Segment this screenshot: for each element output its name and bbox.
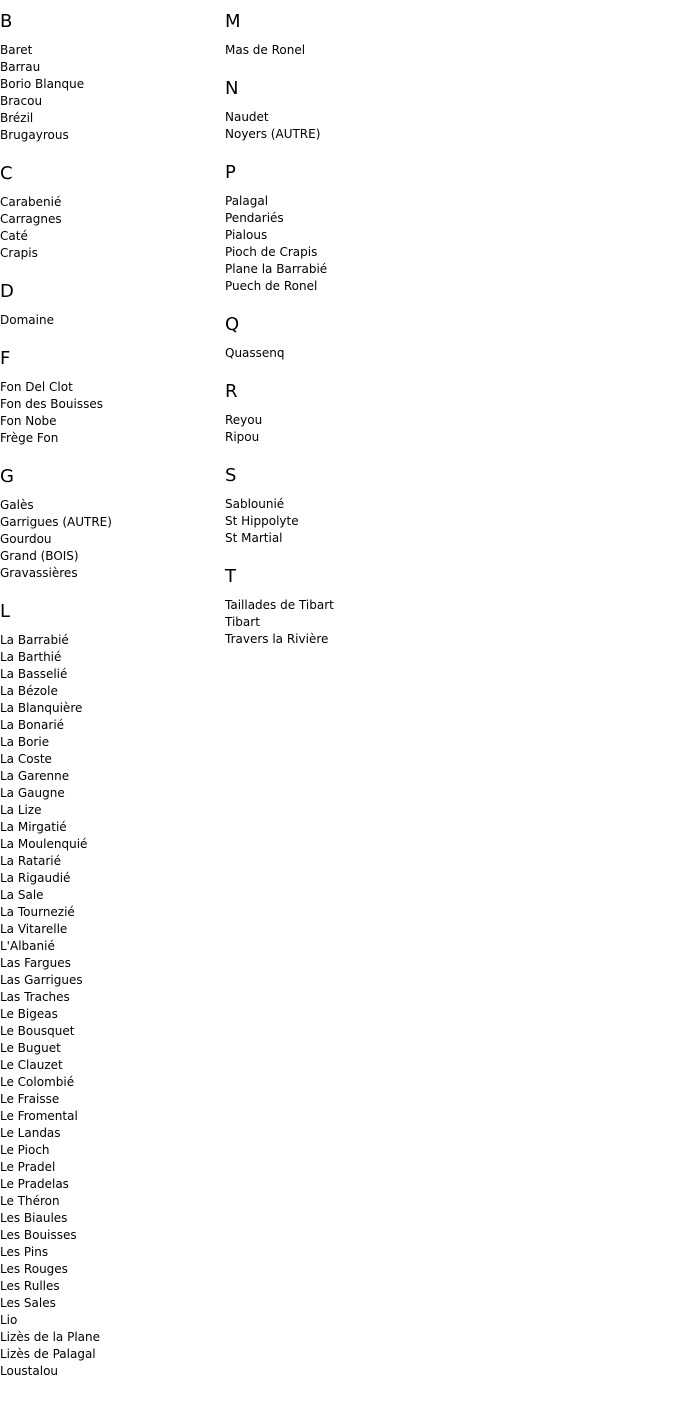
place-item[interactable]: Domaine — [0, 313, 54, 327]
letter-group-l — [0, 601, 220, 1380]
place-item[interactable]: Le Pradelas — [0, 1177, 69, 1191]
place-item[interactable]: Les Rouges — [0, 1262, 68, 1276]
letter-heading: B — [0, 11, 13, 32]
place-list — [225, 42, 665, 59]
letter-heading: P — [225, 162, 236, 183]
place-item[interactable]: La Gaugne — [0, 786, 65, 800]
place-item[interactable]: Le Fromental — [0, 1109, 78, 1123]
letter-group-g — [0, 466, 220, 582]
place-item[interactable]: La Rigaudié — [0, 871, 71, 885]
place-item[interactable]: Le Fraisse — [0, 1092, 60, 1106]
letter-group-m — [225, 11, 665, 59]
place-item[interactable]: Caté — [0, 229, 28, 243]
place-item[interactable]: Grand (BOIS) — [0, 549, 79, 563]
place-item[interactable]: Ripou — [225, 430, 260, 444]
letter-group-s — [225, 465, 665, 547]
letter-group-r — [225, 381, 665, 446]
letter-group-d — [0, 281, 220, 329]
place-item[interactable]: La Mirgatié — [0, 820, 67, 834]
place-item[interactable]: Fon des Bouisses — [0, 397, 103, 411]
place-item[interactable]: Baret — [0, 43, 33, 57]
place-item[interactable]: Lizès de la Plane — [0, 1330, 100, 1344]
place-item[interactable]: Puech de Ronel — [225, 279, 318, 293]
place-item[interactable]: Le Pioch — [0, 1143, 50, 1157]
place-item[interactable]: Pioch de Crapis — [225, 245, 318, 259]
place-item[interactable]: La Moulenquié — [0, 837, 88, 851]
place-item[interactable]: Galès — [0, 498, 34, 512]
place-item[interactable]: Le Clauzet — [0, 1058, 63, 1072]
place-list — [225, 412, 665, 446]
place-item[interactable]: Mas de Ronel — [225, 43, 306, 57]
letter-heading: R — [225, 381, 238, 402]
index-column-right — [225, 0, 665, 648]
place-item[interactable]: La Basselié — [0, 667, 68, 681]
place-list — [225, 109, 665, 143]
place-item[interactable]: Les Bouisses — [0, 1228, 77, 1242]
letter-heading: G — [0, 466, 14, 487]
place-item[interactable]: Noyers (AUTRE) — [225, 127, 321, 141]
place-item[interactable]: La Vitarelle — [0, 922, 68, 936]
place-item[interactable]: Loustalou — [0, 1364, 59, 1378]
place-item[interactable]: Carragnes — [0, 212, 62, 226]
letter-heading: Q — [225, 314, 240, 335]
letter-heading: S — [225, 465, 237, 486]
place-item[interactable]: Taillades de Tibart — [225, 598, 334, 612]
place-list — [0, 632, 220, 1380]
place-item[interactable]: Fon Nobe — [0, 414, 57, 428]
place-item[interactable]: Las Fargues — [0, 956, 71, 970]
letter-group-t — [225, 566, 665, 648]
letter-heading: F — [0, 348, 11, 369]
place-item[interactable]: Las Garrigues — [0, 973, 83, 987]
place-item[interactable]: La Ratarié — [0, 854, 61, 868]
place-item[interactable]: Pialous — [225, 228, 268, 242]
place-item[interactable]: La Bézole — [0, 684, 58, 698]
place-item[interactable]: St Hippolyte — [225, 514, 299, 528]
place-item[interactable]: Le Colombié — [0, 1075, 75, 1089]
place-item[interactable]: Garrigues (AUTRE) — [0, 515, 112, 529]
letter-group-f — [0, 348, 220, 447]
place-item[interactable]: La Borie — [0, 735, 50, 749]
place-item[interactable]: Barrau — [0, 60, 41, 74]
place-item[interactable]: Le Bigeas — [0, 1007, 58, 1021]
place-item[interactable]: La Tournezié — [0, 905, 75, 919]
place-item[interactable]: Reyou — [225, 413, 263, 427]
letter-group-c — [0, 163, 220, 262]
place-item[interactable]: Le Bousquet — [0, 1024, 75, 1038]
place-item[interactable]: Les Pins — [0, 1245, 49, 1259]
letter-group-p — [225, 162, 665, 295]
letter-heading: D — [0, 281, 14, 302]
place-list — [0, 497, 220, 582]
place-item[interactable]: Borio Blanque — [0, 77, 85, 91]
place-item[interactable]: Le Buguet — [0, 1041, 61, 1055]
place-item[interactable]: Brugayrous — [0, 128, 69, 142]
place-item[interactable]: Brézil — [0, 111, 34, 125]
place-item[interactable]: Frège Fon — [0, 431, 59, 445]
place-item[interactable]: Plane la Barrabié — [225, 262, 328, 276]
place-item[interactable]: Les Biaules — [0, 1211, 68, 1225]
place-list — [225, 597, 665, 648]
place-item[interactable]: Carabenié — [0, 195, 62, 209]
place-item[interactable]: Pendariés — [225, 211, 284, 225]
place-item[interactable]: La Bonarié — [0, 718, 65, 732]
place-item[interactable]: Lio — [0, 1313, 18, 1327]
place-item[interactable]: Les Rulles — [0, 1279, 60, 1293]
place-list — [225, 496, 665, 547]
place-item[interactable]: La Coste — [0, 752, 52, 766]
letter-heading: C — [0, 163, 13, 184]
place-item[interactable]: La Garenne — [0, 769, 70, 783]
letter-group-b — [0, 11, 220, 144]
place-item[interactable]: La Sale — [0, 888, 44, 902]
place-item[interactable]: Fon Del Clot — [0, 380, 73, 394]
place-item[interactable]: Naudet — [225, 110, 269, 124]
place-item[interactable]: La Lize — [0, 803, 42, 817]
place-list — [0, 194, 220, 262]
place-list — [225, 345, 665, 362]
place-item[interactable]: Travers la Rivière — [225, 632, 329, 646]
place-item[interactable]: Le Pradel — [0, 1160, 56, 1174]
place-item[interactable]: Bracou — [0, 94, 43, 108]
place-item[interactable]: Le Landas — [0, 1126, 61, 1140]
letter-heading: M — [225, 11, 241, 32]
place-item[interactable]: Sablounié — [225, 497, 285, 511]
place-item[interactable]: La Blanquière — [0, 701, 83, 715]
place-item[interactable]: Le Théron — [0, 1194, 60, 1208]
place-item[interactable]: Quassenq — [225, 346, 285, 360]
place-list — [225, 193, 665, 295]
letter-group-n — [225, 78, 665, 143]
letter-heading: N — [225, 78, 239, 99]
place-item[interactable]: Palagal — [225, 194, 269, 208]
index-column-left — [0, 0, 220, 1380]
place-item[interactable]: L'Albanié — [0, 939, 55, 953]
place-list — [0, 42, 220, 144]
place-item[interactable]: La Barthié — [0, 650, 62, 664]
letter-heading: T — [225, 566, 236, 587]
place-item[interactable]: Crapis — [0, 246, 38, 260]
place-item[interactable]: Las Traches — [0, 990, 70, 1004]
place-list — [0, 379, 220, 447]
place-item[interactable]: St Martial — [225, 531, 283, 545]
place-item[interactable]: Tibart — [225, 615, 260, 629]
place-item[interactable]: Lizès de Palagal — [0, 1347, 96, 1361]
place-item[interactable]: La Barrabié — [0, 633, 69, 647]
letter-heading: L — [0, 601, 11, 622]
place-item[interactable]: Gravassières — [0, 566, 78, 580]
place-item[interactable]: Les Sales — [0, 1296, 56, 1310]
place-item[interactable]: Gourdou — [0, 532, 52, 546]
place-list — [0, 312, 220, 329]
letter-group-q — [225, 314, 665, 362]
